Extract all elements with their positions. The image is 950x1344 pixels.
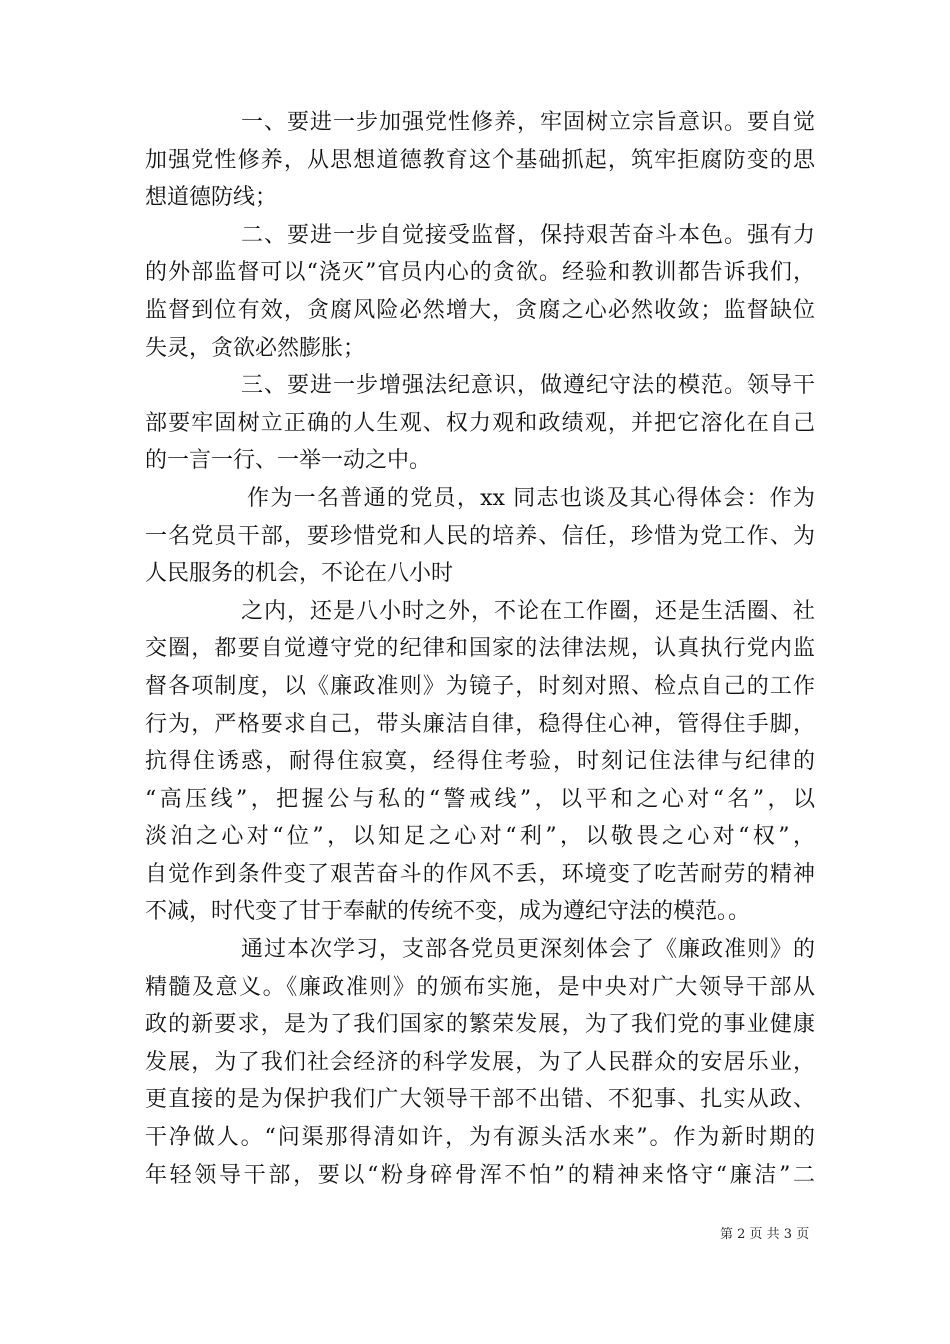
text-line: 发展，为了我们社会经济的科学发展，为了人民群众的安居乐业，	[145, 1049, 815, 1075]
text-line: 干净做人。“问渠那得清如许，为有源头活水来”。作为新时期的	[145, 1125, 815, 1151]
text-line: 监督到位有效，贪腐风险必然增大，贪腐之心必然收敛；监督缺位	[145, 297, 815, 323]
text-line: 作为一名普通的党员，xx 同志也谈及其心得体会：作为	[247, 485, 815, 511]
text-line: 想道德防线；	[145, 185, 278, 211]
text-line: 不减，时代变了甘于奉献的传统不变，成为遵纪守法的模范。。	[145, 899, 751, 925]
text-line: 一、要进一步加强党性修养，牢固树立宗旨意识。要自觉	[241, 110, 815, 135]
text-line: 部要牢固树立正确的人生观、权力观和政绩观，并把它溶化在自己	[145, 410, 815, 436]
text-line: 三、要进一步增强法纪意识，做遵纪守法的模范。领导干	[241, 373, 815, 399]
text-line: 之内，还是八小时之外，不论在工作圈，还是生活圈、社	[241, 598, 815, 624]
text-line: “高压线”，把握公与私的“警戒线”，以平和之心对“名”，以	[145, 786, 815, 812]
text-line: 年轻领导干部，要以“粉身碎骨浑不怕”的精神来恪守“廉洁”二	[145, 1162, 815, 1188]
page-number-footer: 第 2 页 共 3 页	[720, 1227, 810, 1242]
text-line: 加强党性修养，从思想道德教育这个基础抓起，筑牢拒腐防变的思	[145, 147, 815, 173]
text-line: 的一言一行、一举一动之中。	[145, 448, 432, 474]
text-line: 督各项制度，以《廉政准则》为镜子，时刻对照、检点自己的工作	[145, 673, 815, 699]
text-line: 更直接的是为保护我们广大领导干部不出错、不犯事、扎实从政、	[145, 1087, 815, 1113]
text-line: 淡泊之心对“位”，以知足之心对“利”，以敬畏之心对“权”，	[145, 824, 815, 850]
text-line: 行为，严格要求自己，带头廉洁自律，稳得住心神，管得住手脚，	[145, 711, 815, 737]
text-line: 人民服务的机会，不论在八小时	[145, 561, 454, 587]
text-line: 通过本次学习，支部各党员更深刻体会了《廉政准则》的	[241, 937, 815, 963]
text-line: 二、要进一步自觉接受监督，保持艰苦奋斗本色。强有力	[241, 222, 815, 248]
text-line: 交圈，都要自觉遵守党的纪律和国家的法律法规，认真执行党内监	[145, 636, 815, 662]
text-line: 政的新要求，是为了我们国家的繁荣发展，为了我们党的事业健康	[145, 1012, 815, 1038]
document-body	[145, 104, 815, 1194]
text-line: 的外部监督可以“浇灭”官员内心的贪欲。经验和教训都告诉我们，	[145, 260, 815, 286]
text-line: 精髓及意义。《廉政准则》的颁布实施，是中央对广大领导干部从	[145, 974, 815, 1000]
text-line: 抗得住诱惑，耐得住寂寞，经得住考验，时刻记住法律与纪律的	[145, 749, 815, 775]
text-line: 失灵，贪欲必然膨胀；	[145, 335, 366, 361]
text-line: 一名党员干部，要珍惜党和人民的培养、信任，珍惜为党工作、为	[145, 523, 815, 549]
text-line: 自觉作到条件变了艰苦奋斗的作风不丢，环境变了吃苦耐劳的精神	[145, 861, 815, 887]
